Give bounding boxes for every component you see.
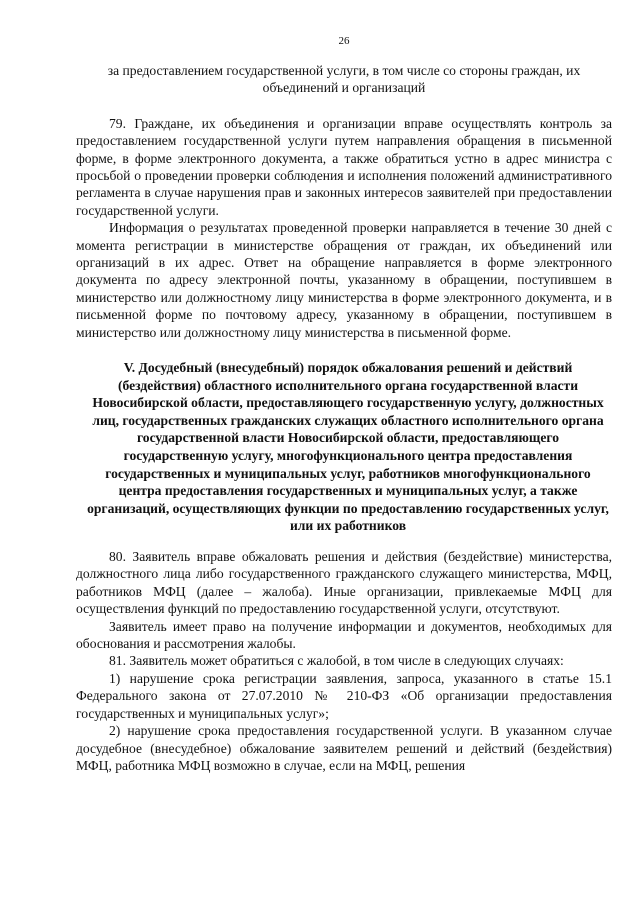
- continuation-heading: за предоставлением государственной услуги, в том числе со стороны граждан, их объединений и организаций: [107, 63, 581, 96]
- section-heading: V. Досудебный (внесудебный) порядок обжалования решений и действий (бездействия) областного исполнительного органа государственной власти Новосибирской области, предоставляющего государственную услугу, должностных лиц, государственных гражданских служащих областного исполнительного органа государственной власти Новосибирской области, предоставляющего государственную услугу, многофункционального центра предоставления государственных и муниципальных услуг, работников многофункционального центра предоставления государственных и муниципальных услуг, а также организаций, осуществляющих функции по предоставлению государственных услуг, или их работников: [87, 360, 609, 534]
- list-item-2: 2) нарушение срока предоставления государственной услуги. В указанном случае досудебное (внесудебное) обжалование заявителем решений и действий (бездействия) МФЦ, работника МФЦ возможно в случае, если на МФЦ, решения: [76, 723, 612, 773]
- list-item-1: 1) нарушение срока регистрации заявления, запроса, указанного в статье 15.1 Федерального закона от 27.07.2010 № 210-ФЗ «Об организации предоставления государственных и муниципальных услуг»;: [76, 670, 612, 721]
- paragraph-inspection-results: Информация о результатах проведенной проверки направляется в течение 30 дней с момента регистрации в министерстве обращения от граждан, их объединений или организаций в их адрес. Ответ на обращение направляется в форме электронного документа по адресу электронной почты, указанному в обращении, поступившем в министерство или должностному лицу министерства в форме электронного документа, и в письменной форме по почтовому адресу, указанному в обращении, поступившем в министерство или должностному лицу министерства в письменной форме.: [76, 220, 612, 340]
- paragraph-right-to-information: Заявитель имеет право на получение информации и документов, необходимых для обоснования и рассмотрения жалобы.: [76, 618, 612, 652]
- page-number: 26: [338, 35, 350, 47]
- paragraph-81: 81. Заявитель может обратиться с жалобой, в том числе в следующих случаях:: [109, 653, 564, 669]
- paragraph-80: 80. Заявитель вправе обжаловать решения и действия (бездействие) министерства, должностного лица либо государственного гражданского служащего министерства, МФЦ, работников МФЦ (далее – жалоба). Иные организации, привлекаемые МФЦ для осуществления функций по предоставлению государственной услуги, отсутствуют.: [76, 549, 612, 617]
- document-page: [76, 34, 612, 774]
- paragraph-79: 79. Граждане, их объединения и организации вправе осуществлять контроль за предоставлением государственной услуги путем направления обращения в письменной форме, в форме электронного документа, а также обратиться устно в адрес министра с просьбой о проведении проверки соблюдения и исполнения положений административного регламента в случае нарушения прав и законных интересов заявителей при предоставлении государственной услуги.: [76, 115, 612, 218]
